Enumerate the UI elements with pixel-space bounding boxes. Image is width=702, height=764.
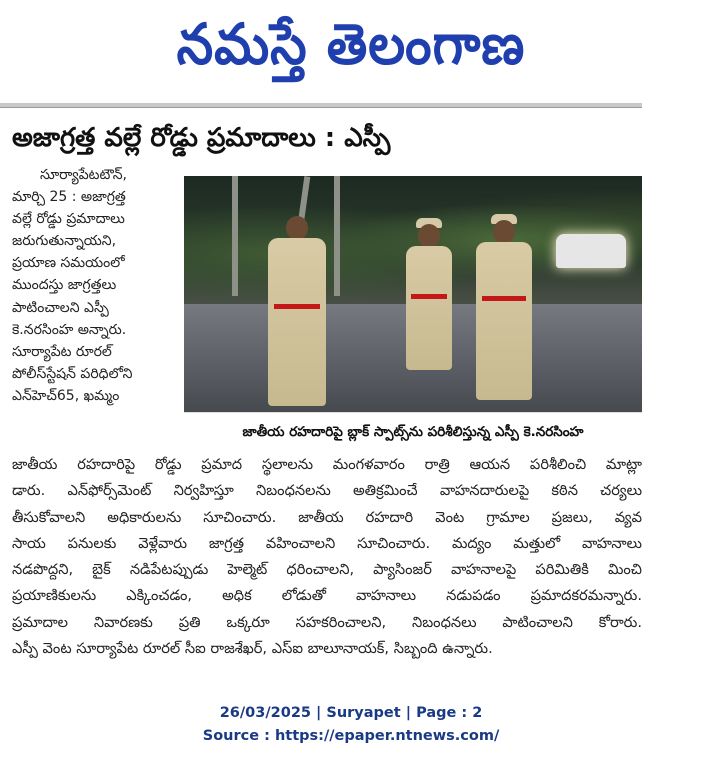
article-body xyxy=(12,452,642,662)
intro-line: ప్రయాణ సమయంలో xyxy=(12,255,125,272)
intro-line: పాటించాలని ఎస్పీ xyxy=(12,299,109,316)
intro-line: కె.నరసింహ అన్నారు. xyxy=(12,321,127,338)
article-headline: అజాగ్రత్త వల్లే రోడ్డు ప్రమాదాలు : ఎస్పీ xyxy=(12,123,391,153)
officer-head xyxy=(418,224,440,248)
intro-line: ముందస్తు జాగ్రత్తలు xyxy=(12,277,117,294)
officer-head xyxy=(493,220,515,244)
footer-date-edition: 26/03/2025 | Suryapet | Page : 2 xyxy=(219,705,483,721)
body-line: ప్రయాణికులను ఎక్కించడం, అధిక లోడుతో వాహనాలు నడుపడం ప్రమాదకరమన్నారు. xyxy=(12,587,642,605)
body-line: జాతీయ రహదారిపై రోడ్డు ప్రమాద స్థలాలను మంగళవారం రాత్రి ఆయన పరిశీలించి మాట్లా xyxy=(12,456,642,473)
newspaper-logo: నమస్తే తెలంగాణ xyxy=(176,12,526,78)
officer-belt xyxy=(411,294,448,299)
officer-belt xyxy=(274,304,320,309)
body-line: తీసుకోవాలని అధికారులను సూచించారు. జాతీయ రహదారి వెంట గ్రామాల ప్రజలు, వ్యవ xyxy=(12,508,642,526)
intro-line: సూర్యాపేట రూరల్ xyxy=(12,343,112,360)
intro-line: వల్లే రోడ్డు ప్రమాదాలు xyxy=(12,211,125,228)
photo-pole xyxy=(232,176,238,296)
intro-line: మార్చి 25 : అజాగ్రత్త xyxy=(12,189,126,206)
officer-uniform xyxy=(406,246,452,370)
masthead xyxy=(0,0,702,100)
photo-officer xyxy=(406,224,452,370)
photo-officer xyxy=(476,220,532,400)
body-line: డారు. ఎన్‌ఫోర్స్‌మెంట్ నిర్వహిస్తూ నిబంధనలను అతిక్రమించే వాహనదారులపై కఠిన చర్యలు xyxy=(12,482,642,500)
body-line: ఎస్పీ వెంట సూర్యాపేట రూరల్ సీఐ రాజశేఖర్, ఎస్ఐ బాలూనాయక్, సిబ్బంది ఉన్నారు. xyxy=(12,640,493,658)
photo-pole xyxy=(334,176,340,296)
article-photo xyxy=(184,176,642,412)
page-footer xyxy=(0,702,702,748)
intro-line: సూర్యాపేటటౌన్, xyxy=(40,167,127,183)
intro-line: జరుగుతున్నాయని, xyxy=(12,233,117,250)
intro-line: పోలీస్‌స్టేషన్ పరిధిలోని xyxy=(12,365,133,382)
footer-source-link[interactable]: Source : https://epaper.ntnews.com/ xyxy=(202,728,500,744)
photo-caption: జాతీయ రహదారిపై బ్లాక్ స్పాట్స్‌ను పరిశీలిస్తున్న ఎస్పీ కె.నరసింహ xyxy=(184,412,642,451)
masthead-divider xyxy=(0,103,642,108)
body-line: సాయ పనులకు వెళ్లేవారు జాగ్రత్త వహించాలని సూచించారు. మద్యం మత్తులో వాహనాలు xyxy=(12,534,642,552)
officer-uniform xyxy=(268,238,326,406)
photo-car xyxy=(556,234,626,268)
officer-uniform xyxy=(476,242,532,400)
article-intro-column xyxy=(12,164,175,407)
officer-head xyxy=(286,216,308,240)
body-line: నడపొద్దని, బైక్ నడిపేటప్పుడు హెల్మెట్ ధరించాలని, ప్యాసింజర్ వాహనాలపై పరిమితికి మించి xyxy=(12,561,642,579)
photo-officer xyxy=(268,216,326,406)
body-line: ప్రమాదాల నివారణకు ప్రతి ఒక్కరూ సహకరించాలని, నిబంధనలు పాటించాలని కోరారు. xyxy=(12,613,642,631)
officer-belt xyxy=(482,296,527,301)
intro-line: ఎన్‌హెచ్65, ఖమ్మం xyxy=(12,387,120,404)
